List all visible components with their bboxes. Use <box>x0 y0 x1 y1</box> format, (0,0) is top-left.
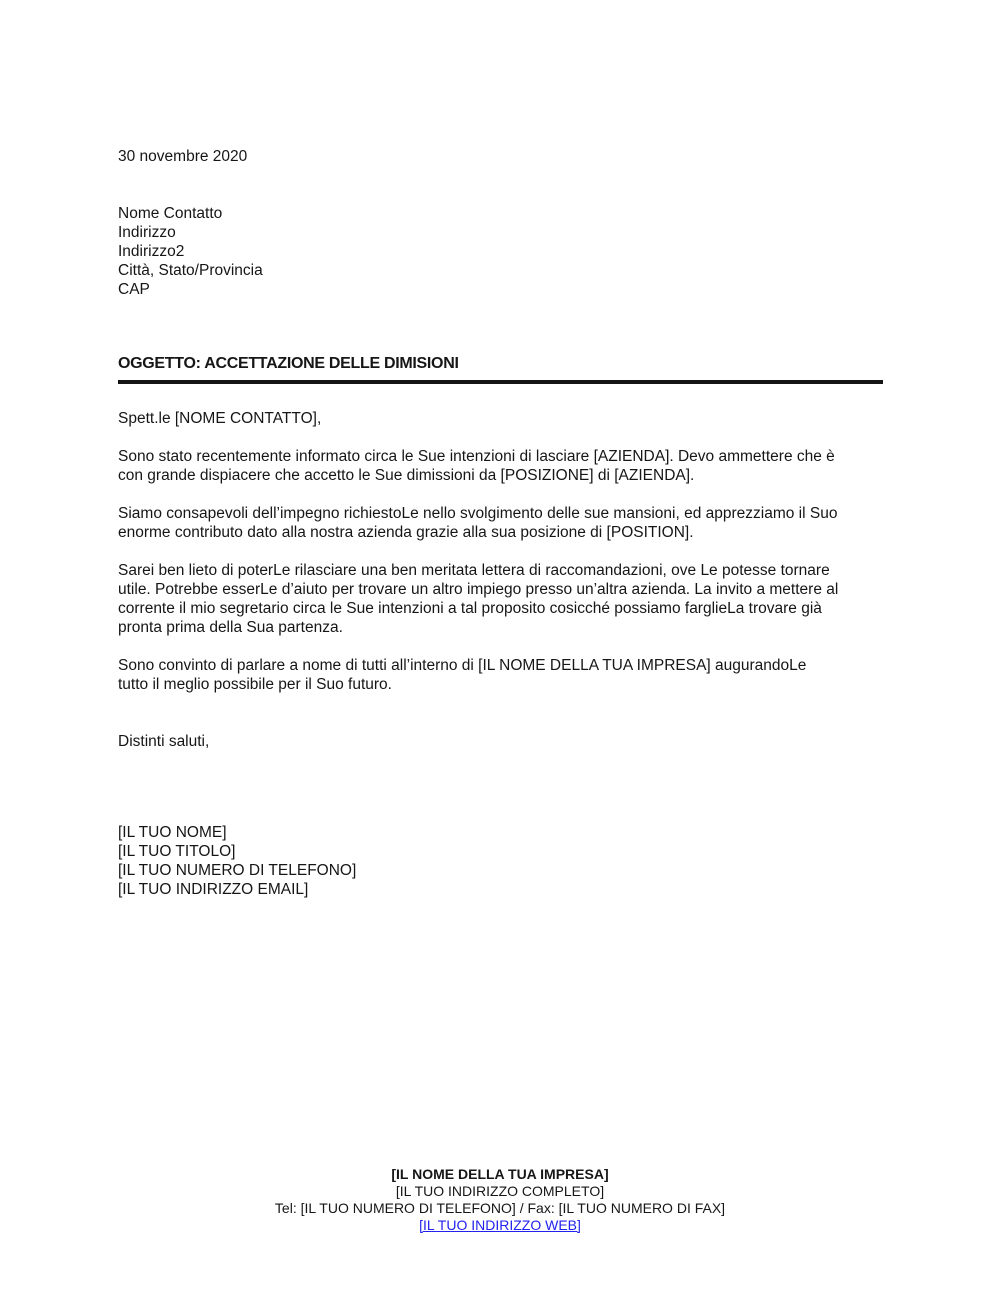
recipient-line: Indirizzo2 <box>118 243 185 260</box>
paragraph <box>118 447 835 485</box>
footer-website-link[interactable]: [IL TUO INDIRIZZO WEB] <box>419 1217 581 1233</box>
letter-date: 30 novembre 2020 <box>118 148 248 165</box>
body-line: tutto il meglio possibile per il Suo futuro. <box>118 676 392 693</box>
letter-footer <box>0 1166 1000 1234</box>
body-line: enorme contributo dato alla nostra azienda grazie alla sua posizione di [POSITION]. <box>118 524 694 541</box>
body-line: con grande dispiacere che accetto le Sue dimissioni da [POSIZIONE] di [AZIENDA]. <box>118 467 695 484</box>
recipient-block <box>118 204 263 299</box>
paragraph <box>118 504 837 542</box>
paragraph <box>118 561 838 637</box>
body-line: Siamo consapevoli dell’impegno richiestoLe nello svolgimento delle sue mansioni, ed apprezziamo il Suo <box>118 505 838 522</box>
recipient-line: CAP <box>118 281 150 298</box>
signature-line-email: [IL TUO INDIRIZZO EMAIL] <box>118 881 309 898</box>
signature-line-title: [IL TUO TITOLO] <box>118 843 236 860</box>
body-line: corrente il mio segretario circa le Sue intenzioni a tal proposito cosicché possiamo farglieLa trovare già <box>118 600 822 617</box>
body-line: pronta prima della Sua partenza. <box>118 619 343 636</box>
recipient-line: Indirizzo <box>118 224 176 241</box>
footer-tel-fax: Tel: [IL TUO NUMERO DI TELEFONO] / Fax: [IL TUO NUMERO DI FAX] <box>274 1200 726 1216</box>
signature-line-name: [IL TUO NOME] <box>118 824 227 841</box>
footer-address: [IL TUO INDIRIZZO COMPLETO] <box>395 1183 605 1199</box>
paragraph <box>118 656 806 694</box>
body-line: Sarei ben lieto di poterLe rilasciare una ben meritata lettera di raccomandazioni, ove Le potesse tornare <box>118 562 830 579</box>
body-line: Sono stato recentemente informato circa le Sue intenzioni di lasciare [AZIENDA]. Devo ammettere che è <box>118 448 835 465</box>
signature-line-phone: [IL TUO NUMERO DI TELEFONO] <box>118 862 357 879</box>
closing: Distinti saluti, <box>118 733 210 750</box>
salutation: Spett.le [NOME CONTATTO], <box>118 410 322 427</box>
subject-divider-rule <box>118 380 883 384</box>
subject-heading: OGGETTO: ACCETTAZIONE DELLE DIMISIONI <box>118 355 459 372</box>
body-line: utile. Potrebbe esserLe d’aiuto per trovare un altro impiego presso un’altra azienda. La invito a mettere al <box>118 581 839 598</box>
body-line: Sono convinto di parlare a nome di tutti all’interno di [IL NOME DELLA TUA IMPRESA] augurandoLe <box>118 657 807 674</box>
signature-block <box>118 823 356 899</box>
recipient-line: Nome Contatto <box>118 205 223 222</box>
recipient-line: Città, Stato/Provincia <box>118 262 263 279</box>
footer-company-name: [IL NOME DELLA TUA IMPRESA] <box>391 1166 609 1182</box>
